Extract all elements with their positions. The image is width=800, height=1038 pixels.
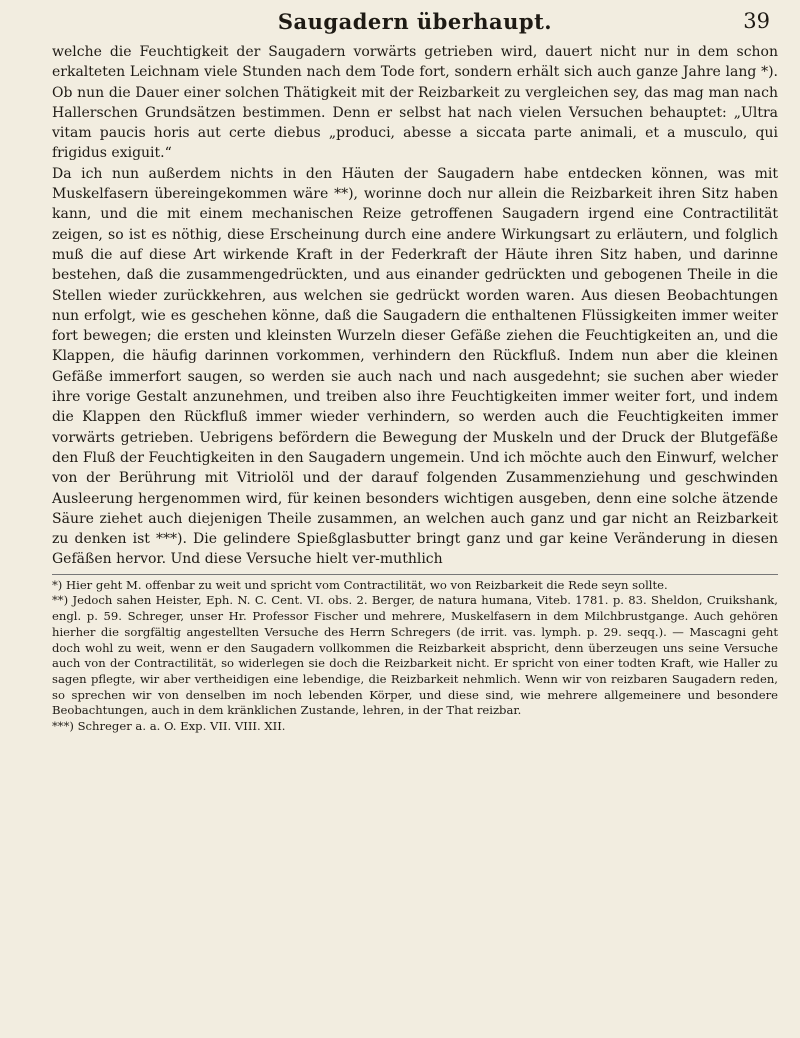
running-title: Saugadern überhaupt. bbox=[277, 9, 553, 34]
footnote-1: *) Hier geht M. offenbar zu weit und spricht vom Contractilität, wo von Reizbarkeit die Rede seyn sollte. bbox=[52, 577, 668, 592]
footnote-2: **) Jedoch sahen Heister, Eph. N. C. Cent. VI. obs. 2. Berger, de natura humana, Viteb. 1781. p. 83. Sheldon, Cruikshank, engl. p. 59. Schreger, unser Hr. Professor Fischer und mehrere, Muskelfasern in dem Milchbrustgange. Auch gehören hierher die sorgfältig angestellten Versuche des Herrn Schregers (de irrit. vas. lymph. p. 29. seqq.). — Mascagni geht doch wohl zu weit, wenn er den Saugadern vollkommen die Reizbarkeit abspricht, denn überzeugen uns seine Versuche auch von der Contractilität, so widerlegen sie doch die Reizbarkeit nicht. Er spricht von einer todten Kraft, wie Haller zu sagen pflegte, wir aber vertheidigen eine lebendige, die Reizbarkeit nehmlich. Wenn wir von reizbaren Saugadern reden, so sprechen wir von denselben im noch lebenden Körper, und diese sind, wie mehrere allgemeinere und besondere Beobachtungen, auch in dem kränklichen Zustande, lehren, in der That reizbar. bbox=[52, 593, 778, 718]
footnote-divider bbox=[52, 574, 778, 575]
main-paragraph: welche die Feuchtigkeit der Saugadern vorwärts getrieben wird, dauert nicht nur in dem schon erkalteten Leichnam viele Stunden nach dem Tode fort, sondern erhält sich auch ganze Jahre lang *). Ob nun die Dauer einer solchen Thätigkeit mit der Reizbarkeit zu vergleichen sey, das mag man nach Hallerschen Grundsätzen bestimmen. Denn er selbst hat nach vielen Versuchen behauptet: „Ultra vitam paucis horis aut certe diebus „produci, abesse a siccata parte animali, et a musculo, qui frigidus exiguit.“ Da ich nun außerdem nichts in den Häuten der Saugadern habe entdecken können, was mit Muskelfasern übereingekommen wäre **), worinne doch nur allein die Reizbarkeit ihren Sitz haben kann, und die mit einem mechanischen Reize getroffenen Saugadern irgend eine Contractilität zeigen, so ist es nöthig, diese Erscheinung durch eine andere Wirkungsart zu erläutern, und folglich muß die auf diese Art wirkende Kraft in der Federkraft der Häute ihren Sitz haben, und darinne bestehen, daß die zusammengedrückten, und aus einander gedrückten und gebogenen Theile in die Stellen wieder zurückkehren, aus welchen sie gedrückt worden waren. Aus diesen Beobachtungen nun erfolgt, wie es geschehen könne, daß die Saugadern die enthaltenen Flüssigkeiten immer weiter fort bewegen; die ersten und kleinsten Wurzeln dieser Gefäße ziehen die Feuchtigkeiten an, und die Klappen, die häufig darinnen vorkommen, verhindern den Rückfluß. Indem nun aber die kleinen Gefäße immerfort saugen, so werden sie auch nach und nach ausgedehnt; sie suchen aber wieder ihre vorige Gestalt anzunehmen, und treiben also ihre Feuchtigkeiten immer weiter fort, und indem die Klappen den Rückfluß immer wieder verhindern, so werden auch die Feuchtigkeiten immer vorwärts getrieben. Uebrigens befördern die Bewegung der Muskeln und der Druck der Blutgefäße den Fluß der Feuchtigkeiten in den Saugadern ungemein. Und ich möchte auch den Einwurf, welcher von der Berührung mit Vitriolöl und der darauf folgenden Zusammenziehung und geschwinden Ausleerung hergenommen wird, für keinen besonders wichtigen ausgeben, denn eine solche ätzende Säure ziehet auch diejenigen Theile zusammen, an welchen auch ganz und gar nicht an Reizbarkeit zu denken ist ***). Die gelindere Spießglasbutter bringt ganz und gar keine Veränderung in diesen Gefäßen hervor. Und diese Versuche hielt ver-muthlich bbox=[52, 44, 778, 568]
footnote-3: ***) Schreger a. a. O. Exp. VII. VIII. XII. bbox=[52, 719, 286, 734]
running-head bbox=[52, 6, 778, 36]
footnotes bbox=[52, 578, 778, 735]
page-number: 39 bbox=[743, 9, 770, 33]
